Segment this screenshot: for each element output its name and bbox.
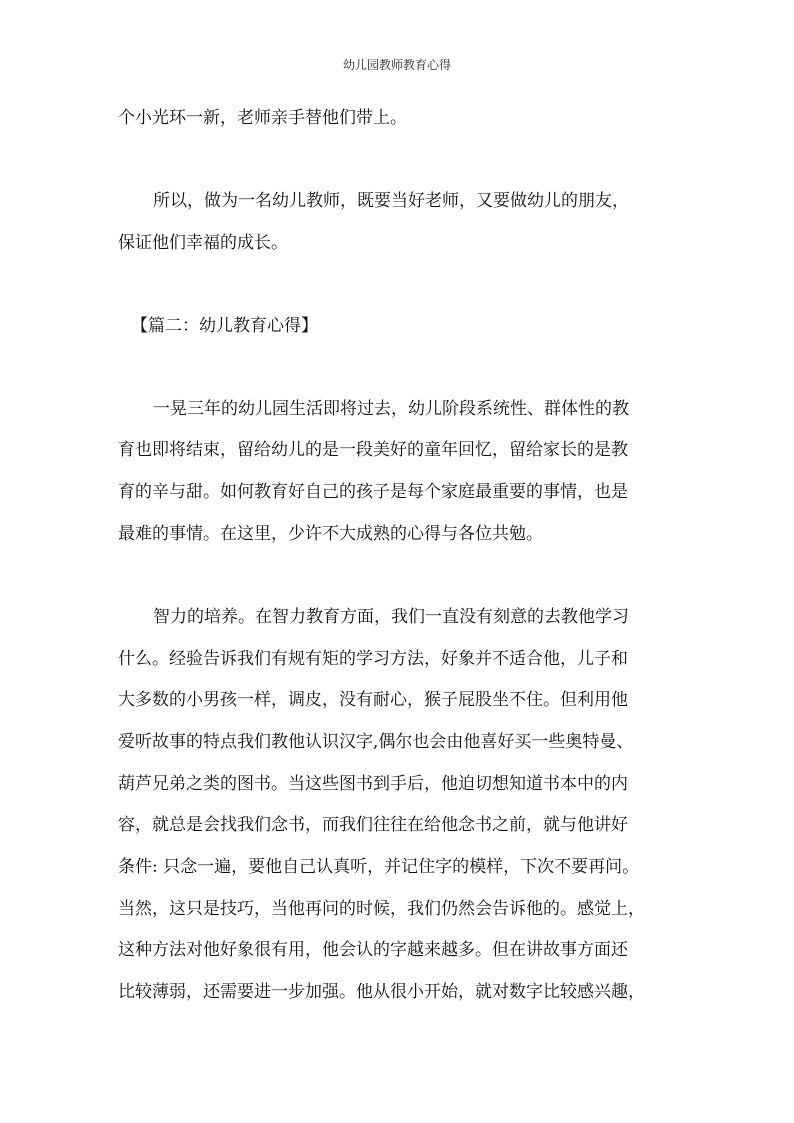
body-line: 最难的事情。在这里，少许不大成熟的心得与各位共勉。 [118,524,543,544]
body-line: 大多数的小男孩一样，调皮，没有耐心，猴子屁股坐不住。但利用他 [118,690,628,710]
body-line: 保证他们幸福的成长。 [118,233,288,253]
body-line: 比较薄弱，还需要进一步加强。他从很小开始，就对数字比较感兴趣， [118,982,645,1002]
body-line: 容，就总是会找我们念书，而我们往往在给他念书之前，就与他讲好 [118,815,628,835]
body-line: 这种方法对他好象很有用，他会认的字越来越多。但在讲故事方面还 [118,940,628,960]
body-line: 育也即将结束，留给幼儿的是一段美好的童年回忆，留给家长的是教 [118,440,628,460]
body-line: 条件: 只念一遍，要他自己认真听，并记住字的模样，下次不要再问。 [118,857,640,877]
body-line: 智力的培养。在智力教育方面，我们一直没有刻意的去教他学习 [153,607,629,627]
body-line: 所以，做为一名幼儿教师，既要当好老师，又要做幼儿的朋友， [153,191,629,211]
page-header: 幼儿园教师教育心得 [342,58,451,72]
body-line: 个小光环一新，老师亲手替他们带上。 [118,108,407,128]
body-line: 什么。经验告诉我们有规有矩的学习方法，好象并不适合他，儿子和 [118,649,628,669]
body-line: 一晃三年的幼儿园生活即将过去，幼儿阶段系统性、群体性的教 [153,399,629,419]
body-line: 爱听故事的特点我们教他认识汉字,偶尔也会由他喜好买一些奥特曼、 [118,732,634,752]
section-heading: 【篇二：幼儿教育心得】 [131,316,318,336]
body-line: 葫芦兄弟之类的图书。当这些图书到手后，他迫切想知道书本中的内 [118,774,628,794]
body-line: 当然，这只是技巧，当他再问的时候，我们仍然会告诉他的。感觉上， [118,899,645,919]
body-line: 育的辛与甜。如何教育好自己的孩子是每个家庭最重要的事情，也是 [118,482,628,502]
